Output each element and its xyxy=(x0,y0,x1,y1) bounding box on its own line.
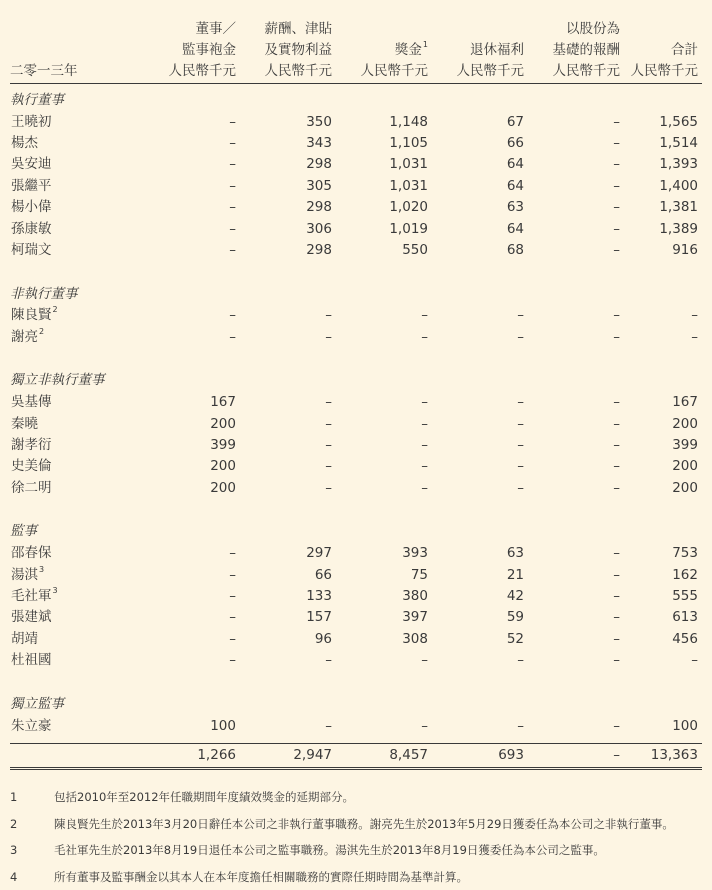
value-cell: – xyxy=(421,394,428,411)
value-cell: 916 xyxy=(672,241,698,258)
person-name-cell xyxy=(10,240,152,261)
value-cell: 200 xyxy=(210,479,236,496)
person-name: 吳基傳 xyxy=(11,394,52,411)
value-cell: 68 xyxy=(506,241,524,258)
section-heading-row xyxy=(10,521,702,543)
value-cell: – xyxy=(613,717,620,734)
footnote-text: 毛社軍先生於2013年8月19日退任本公司之監事職務。湯淇先生於2013年8月19日獲委任為本公司之監事。 xyxy=(54,843,605,858)
value-cell: 63 xyxy=(506,545,524,562)
column-header-line: 人民幣千元 xyxy=(360,62,428,79)
value-cell: 397 xyxy=(402,609,428,626)
value-cell: 52 xyxy=(506,630,524,647)
value-cell: – xyxy=(613,630,620,647)
person-name-cell xyxy=(10,543,152,564)
value-cell: – xyxy=(229,566,236,583)
value-cell: – xyxy=(421,328,428,345)
section-gap xyxy=(10,672,702,694)
value-cell: 66 xyxy=(314,566,332,583)
table-row xyxy=(10,154,702,175)
column-header-line: 人民幣千元 xyxy=(552,62,620,79)
footnote-number: 2 xyxy=(10,816,18,831)
column-header-line: 人民幣千元 xyxy=(168,62,236,79)
total-value-cell: 8,457 xyxy=(336,744,432,769)
footnote-text: 陳良賢先生於2013年3月20日辭任本公司之非執行董事職務。謝亮先生於2013年5月29日獲委任為本公司之非執行董事。 xyxy=(54,816,674,831)
section-heading: 獨立非執行董事 xyxy=(10,372,105,389)
value-cell: 167 xyxy=(672,394,698,411)
footnote-number: 3 xyxy=(10,843,18,858)
table-row xyxy=(10,565,702,586)
value-cell: 550 xyxy=(402,241,428,258)
value-cell: – xyxy=(421,479,428,496)
value-cell: 343 xyxy=(306,134,332,151)
column-header-line: 人民幣千元 xyxy=(264,62,332,79)
person-name: 邵春保 xyxy=(11,545,52,562)
table-row xyxy=(10,112,702,133)
table-row xyxy=(10,478,702,499)
column-header-line: 基礎的報酬 xyxy=(552,41,620,58)
person-name: 孫康敏 xyxy=(11,220,52,237)
column-header xyxy=(432,0,528,83)
person-name: 張繼平 xyxy=(11,177,52,194)
value-cell: 167 xyxy=(210,394,236,411)
footnote xyxy=(10,864,702,890)
column-header xyxy=(240,0,336,83)
person-name: 王曉初 xyxy=(11,113,52,130)
column-header xyxy=(528,0,624,83)
value-cell: 67 xyxy=(506,113,524,130)
value-cell: 200 xyxy=(210,458,236,475)
table-row xyxy=(10,629,702,650)
value-cell: 1,031 xyxy=(389,156,428,173)
value-cell: – xyxy=(613,241,620,258)
person-name: 陳良賢 xyxy=(11,307,52,324)
person-name: 朱立豪 xyxy=(11,717,52,734)
value-cell: – xyxy=(229,113,236,130)
value-cell: 308 xyxy=(402,630,428,647)
total-value-cell: – xyxy=(528,744,624,769)
value-cell: – xyxy=(613,113,620,130)
value-cell: – xyxy=(229,156,236,173)
value-cell: – xyxy=(517,328,524,345)
value-cell: – xyxy=(325,717,332,734)
value-cell: 393 xyxy=(402,545,428,562)
footnote-marker: 3 xyxy=(39,564,45,574)
value-cell: – xyxy=(229,134,236,151)
table-row xyxy=(10,414,702,435)
value-cell: – xyxy=(517,307,524,324)
value-cell: – xyxy=(325,436,332,453)
person-name: 胡靖 xyxy=(11,630,38,647)
value-cell: 1,105 xyxy=(389,134,428,151)
value-cell: 64 xyxy=(506,220,524,237)
value-cell: 75 xyxy=(410,566,428,583)
value-cell: – xyxy=(421,436,428,453)
value-cell: – xyxy=(691,307,698,324)
value-cell: – xyxy=(613,479,620,496)
value-cell: 298 xyxy=(306,199,332,216)
column-header-line: 薪酬、津貼 xyxy=(264,20,332,37)
value-cell: – xyxy=(229,609,236,626)
remuneration-table-container xyxy=(10,0,702,770)
value-cell: – xyxy=(613,199,620,216)
column-header-line: 及實物利益 xyxy=(264,41,332,58)
person-name-cell xyxy=(10,716,152,737)
section-gap xyxy=(10,348,702,370)
table-row xyxy=(10,435,702,456)
section-heading-row xyxy=(10,694,702,716)
total-value-cell: 13,363 xyxy=(624,744,702,769)
value-cell: – xyxy=(613,156,620,173)
value-cell: 133 xyxy=(306,588,332,604)
table-row xyxy=(10,219,702,240)
value-cell: 100 xyxy=(210,717,236,734)
person-name-cell xyxy=(10,219,152,240)
footnote-number: 4 xyxy=(10,869,18,884)
column-header-line: 以股份為 xyxy=(566,20,620,37)
value-cell: – xyxy=(229,241,236,258)
value-cell: 64 xyxy=(506,156,524,173)
person-name: 徐二明 xyxy=(11,479,52,496)
value-cell: – xyxy=(613,588,620,604)
table-row xyxy=(10,456,702,477)
value-cell: 1,020 xyxy=(389,199,428,216)
column-header-line: 合計 xyxy=(671,41,698,58)
table-row xyxy=(10,305,702,326)
year-label: 二零一三年 xyxy=(10,0,152,83)
value-cell: – xyxy=(325,328,332,345)
person-name-cell xyxy=(10,629,152,650)
value-cell: 63 xyxy=(506,199,524,216)
value-cell: – xyxy=(325,415,332,432)
column-header-line: 人民幣千元 xyxy=(456,62,524,79)
value-cell: 555 xyxy=(672,588,698,604)
table-row xyxy=(10,197,702,218)
value-cell: 380 xyxy=(402,588,428,604)
person-name-cell xyxy=(10,650,152,671)
value-cell: 1,381 xyxy=(659,199,698,216)
person-name: 楊小偉 xyxy=(11,199,52,216)
footnote-marker: 2 xyxy=(52,305,58,315)
table-header xyxy=(10,0,702,83)
value-cell: 200 xyxy=(672,479,698,496)
remuneration-table xyxy=(10,0,702,770)
value-cell: 1,019 xyxy=(389,220,428,237)
value-cell: 1,565 xyxy=(659,113,698,130)
column-header xyxy=(336,0,432,83)
footnote-text: 包括2010年至2012年任職期間年度績效獎金的延期部分。 xyxy=(54,790,355,805)
value-cell: 157 xyxy=(306,609,332,626)
value-cell: – xyxy=(229,199,236,216)
value-cell: 297 xyxy=(306,545,332,562)
section-heading: 非執行董事 xyxy=(10,285,78,302)
table-row xyxy=(10,176,702,197)
value-cell: – xyxy=(613,609,620,626)
column-header-line: 董事／ xyxy=(195,20,236,37)
value-cell: 399 xyxy=(210,436,236,453)
gap-cell xyxy=(10,499,702,521)
person-name: 秦曉 xyxy=(11,415,38,432)
value-cell: 350 xyxy=(306,113,332,130)
value-cell: 298 xyxy=(306,241,332,258)
value-cell: – xyxy=(517,394,524,411)
column-header-line-with-note xyxy=(336,40,428,61)
value-cell: – xyxy=(325,652,332,669)
value-cell: 298 xyxy=(306,156,332,173)
value-cell: 1,514 xyxy=(659,134,698,151)
person-name-cell xyxy=(10,392,152,413)
value-cell: – xyxy=(613,436,620,453)
value-cell: – xyxy=(613,545,620,562)
person-name: 楊杰 xyxy=(11,134,38,151)
value-cell: – xyxy=(613,394,620,411)
person-name: 史美倫 xyxy=(11,458,52,475)
value-cell: – xyxy=(613,328,620,345)
person-name: 謝亮 xyxy=(11,328,38,345)
column-header-line: 人民幣千元 xyxy=(630,62,698,79)
value-cell: 59 xyxy=(506,609,524,626)
value-cell: – xyxy=(691,652,698,669)
value-cell: 162 xyxy=(672,566,698,583)
person-name-cell xyxy=(10,435,152,456)
column-header-line: 退休福利 xyxy=(470,41,524,58)
value-cell: – xyxy=(229,652,236,669)
value-cell: – xyxy=(421,458,428,475)
section-heading: 獨立監事 xyxy=(10,695,64,712)
value-cell: – xyxy=(613,220,620,237)
person-name-cell xyxy=(10,176,152,197)
value-cell: 1,393 xyxy=(659,156,698,173)
footnotes xyxy=(10,784,702,890)
footnote xyxy=(10,837,702,864)
value-cell: – xyxy=(517,652,524,669)
value-cell: – xyxy=(421,415,428,432)
value-cell: – xyxy=(517,415,524,432)
value-cell: 64 xyxy=(506,177,524,194)
value-cell: – xyxy=(421,307,428,324)
value-cell: 456 xyxy=(672,630,698,647)
value-cell: – xyxy=(613,458,620,475)
column-header xyxy=(152,0,240,83)
total-value-cell: 1,266 xyxy=(152,744,240,769)
value-cell: – xyxy=(613,566,620,583)
person-name-cell xyxy=(10,456,152,477)
value-cell: 100 xyxy=(672,717,698,734)
value-cell: – xyxy=(325,307,332,324)
footnote-marker: 1 xyxy=(422,39,428,49)
person-name: 柯瑞文 xyxy=(11,241,52,258)
value-cell: 200 xyxy=(672,458,698,475)
value-cell: – xyxy=(613,307,620,324)
column-header xyxy=(624,0,702,83)
table-row xyxy=(10,392,702,413)
total-value-cell: 693 xyxy=(432,744,528,769)
value-cell: 42 xyxy=(506,588,524,604)
value-cell: 1,400 xyxy=(659,177,698,194)
total-label-cell xyxy=(10,744,152,769)
section-heading: 執行董事 xyxy=(10,91,64,108)
value-cell: – xyxy=(691,328,698,345)
value-cell: 96 xyxy=(314,630,332,647)
value-cell: – xyxy=(229,220,236,237)
total-row xyxy=(10,744,702,769)
value-cell: – xyxy=(517,436,524,453)
section-gap xyxy=(10,261,702,283)
footnote-marker: 3 xyxy=(52,586,58,595)
value-cell: – xyxy=(613,134,620,151)
value-cell: 1,148 xyxy=(389,113,428,130)
table-row xyxy=(10,327,702,348)
person-name-cell xyxy=(10,154,152,175)
table-row xyxy=(10,716,702,737)
table-row xyxy=(10,133,702,154)
value-cell: – xyxy=(421,652,428,669)
value-cell: 613 xyxy=(672,609,698,626)
value-cell: – xyxy=(229,630,236,647)
person-name-cell xyxy=(10,414,152,435)
person-name: 毛社軍 xyxy=(11,588,52,604)
value-cell: 66 xyxy=(506,134,524,151)
value-cell: – xyxy=(325,479,332,496)
value-cell: 753 xyxy=(672,545,698,562)
person-name-cell xyxy=(10,607,152,628)
table-row xyxy=(10,650,702,671)
footnote-text: 所有董事及監事酬金以其本人在本年度擔任相關職務的實際任期時間為基準計算。 xyxy=(54,869,468,884)
table-body xyxy=(10,83,702,769)
section-heading-row xyxy=(10,90,702,112)
gap-cell xyxy=(10,348,702,370)
person-name: 謝孝衍 xyxy=(11,436,52,453)
value-cell: – xyxy=(229,588,236,604)
person-name: 吳安迪 xyxy=(11,156,52,173)
value-cell: 200 xyxy=(210,415,236,432)
person-name-cell xyxy=(10,565,152,586)
value-cell: – xyxy=(613,177,620,194)
person-name-cell xyxy=(10,133,152,154)
value-cell: – xyxy=(421,717,428,734)
person-name-cell xyxy=(10,327,152,348)
section-heading-row xyxy=(10,283,702,305)
person-name: 湯淇 xyxy=(11,566,38,583)
value-cell: – xyxy=(613,415,620,432)
table-row xyxy=(10,586,702,607)
value-cell: – xyxy=(229,177,236,194)
person-name: 張建斌 xyxy=(11,609,52,626)
section-gap xyxy=(10,499,702,521)
gap-cell xyxy=(10,261,702,283)
column-header-line: 監事袍金 xyxy=(182,41,236,58)
person-name-cell xyxy=(10,478,152,499)
section-heading-row xyxy=(10,370,702,392)
value-cell: 306 xyxy=(306,220,332,237)
value-cell: – xyxy=(613,652,620,669)
footnote-marker: 2 xyxy=(39,326,45,336)
value-cell: – xyxy=(325,394,332,411)
value-cell: 305 xyxy=(306,177,332,194)
value-cell: – xyxy=(517,717,524,734)
value-cell: – xyxy=(229,328,236,345)
header-row xyxy=(10,0,702,83)
value-cell: 1,389 xyxy=(659,220,698,237)
total-value-cell: 2,947 xyxy=(240,744,336,769)
value-cell: 1,031 xyxy=(389,177,428,194)
person-name-cell xyxy=(10,586,152,607)
table-row xyxy=(10,607,702,628)
footnote xyxy=(10,784,702,811)
table-row xyxy=(10,543,702,564)
value-cell: – xyxy=(325,458,332,475)
value-cell: – xyxy=(517,479,524,496)
person-name-cell xyxy=(10,305,152,326)
person-name: 杜祖國 xyxy=(11,652,52,669)
section-heading: 監事 xyxy=(10,523,37,540)
value-cell: – xyxy=(229,545,236,562)
footnote xyxy=(10,811,702,838)
value-cell: 21 xyxy=(506,566,524,583)
person-name-cell xyxy=(10,197,152,218)
value-cell: – xyxy=(517,458,524,475)
gap-cell xyxy=(10,672,702,694)
person-name-cell xyxy=(10,112,152,133)
value-cell: 200 xyxy=(672,415,698,432)
footnote-number: 1 xyxy=(10,790,18,805)
value-cell: 399 xyxy=(672,436,698,453)
table-row xyxy=(10,240,702,261)
column-header-line: 獎金 xyxy=(394,41,422,58)
value-cell: – xyxy=(229,307,236,324)
